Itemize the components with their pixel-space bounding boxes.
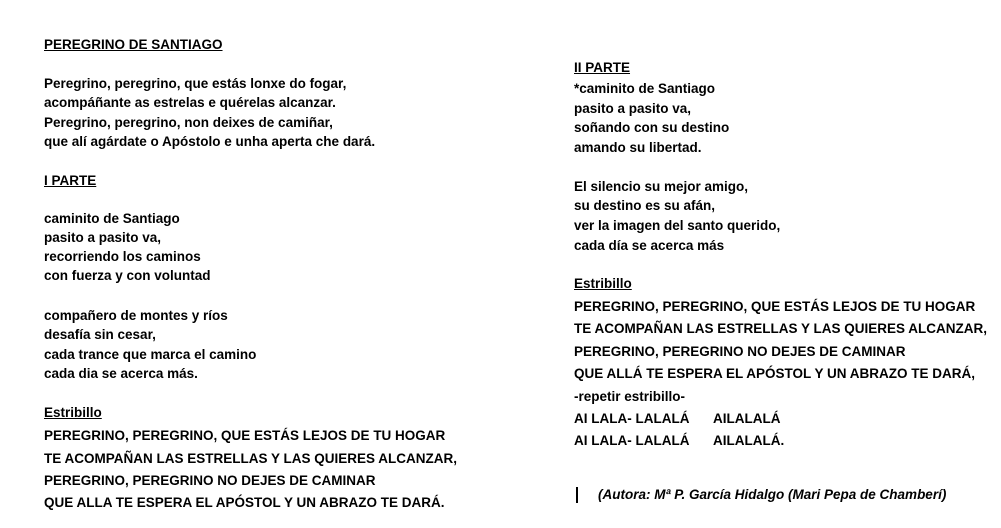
verse-line: desafía sin cesar, — [44, 327, 156, 342]
verse-line: con fuerza y con voluntad — [44, 268, 211, 283]
chorus-line: PEREGRINO, PEREGRINO, QUE ESTÁS LEJOS DE TU HOGAR — [44, 428, 446, 443]
outro-line-a: AI LALA- LALALÁ — [574, 411, 690, 426]
chorus-line: QUE ALLA TE ESPERA EL APÓSTOL Y UN ABRAZO TE DARÁ. — [44, 495, 445, 510]
intro-line: Peregrino, peregrino, que estás lonxe do fogar, — [44, 76, 347, 91]
part-one-heading: I PARTE — [44, 173, 97, 188]
verse-line: cada día se acerca más — [574, 238, 725, 253]
text-cursor — [576, 487, 578, 503]
chorus-line: TE ACOMPAÑAN LAS ESTRELLAS Y LAS QUIERES ALCANZAR, — [44, 451, 458, 466]
repeat-note: -repetir estribillo- — [574, 389, 686, 404]
verse-line: su destino es su afán, — [574, 198, 716, 213]
verse-line: El silencio su mejor amigo, — [574, 179, 749, 194]
intro-line: acompáñante as estrelas e quérelas alcanzar. — [44, 95, 336, 110]
verse-line: ver la imagen del santo querido, — [574, 218, 781, 233]
verse-line: cada trance que marca el camino — [44, 347, 257, 362]
verse-line: amando su libertad. — [574, 140, 702, 155]
verse-line: soñando con su destino — [574, 120, 730, 135]
verse-line: recorriendo los caminos — [44, 249, 201, 264]
outro-line-a: AI LALA- LALALÁ — [574, 433, 690, 448]
chorus-line: QUE ALLÁ TE ESPERA EL APÓSTOL Y UN ABRAZO TE DARÁ, — [574, 366, 976, 381]
document-title: PEREGRINO DE SANTIAGO — [44, 37, 223, 52]
part-two-heading: II PARTE — [574, 60, 631, 75]
outro-line-b: AILALALÁ — [713, 411, 781, 426]
chorus-line: TE ACOMPAÑAN LAS ESTRELLAS Y LAS QUIERES ALCANZAR, — [574, 321, 988, 336]
verse-line: cada dia se acerca más. — [44, 366, 198, 381]
chorus-heading: Estribillo — [574, 276, 632, 291]
outro-line-b: AILALALÁ. — [713, 433, 785, 448]
verse-line: *caminito de Santiago — [574, 81, 716, 96]
chorus-line: PEREGRINO, PEREGRINO NO DEJES DE CAMINAR — [574, 344, 906, 359]
intro-line: Peregrino, peregrino, non deixes de camiñar, — [44, 115, 333, 130]
chorus-line: PEREGRINO, PEREGRINO, QUE ESTÁS LEJOS DE TU HOGAR — [574, 299, 976, 314]
verse-line: pasito a pasito va, — [574, 101, 692, 116]
chorus-heading: Estribillo — [44, 405, 102, 420]
verse-line: pasito a pasito va, — [44, 230, 162, 245]
verse-line: caminito de Santiago — [44, 211, 180, 226]
chorus-line: PEREGRINO, PEREGRINO NO DEJES DE CAMINAR — [44, 473, 376, 488]
verse-line: compañero de montes y ríos — [44, 308, 228, 323]
intro-line: que alí agárdate o Apóstolo e unha aperta che dará. — [44, 134, 376, 149]
author-credit: (Autora: Mª P. García Hidalgo (Mari Pepa de Chamberí) — [598, 487, 947, 502]
